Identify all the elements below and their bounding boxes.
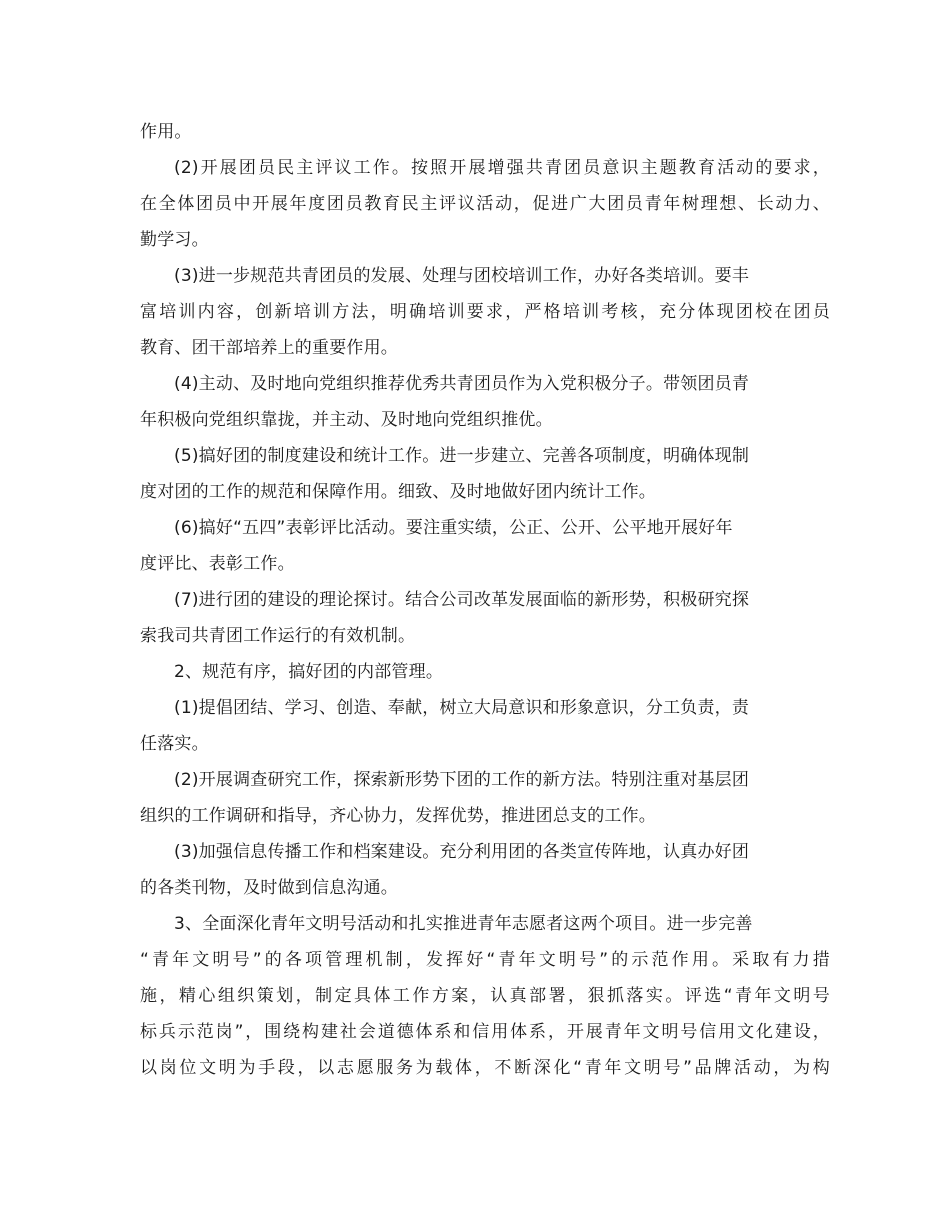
text-line: “青年文明号”的各项管理机制，发挥好“青年文明号”的示范作用。采取有力措 [140, 950, 830, 970]
section-heading: 3、全面深化青年文明号活动和扎实推进青年志愿者这两个项目。进一步完善 [174, 914, 753, 934]
text-line: (6)搞好“五四”表彰评比活动。要注重实绩，公正、公开、公平地开展好年 [174, 518, 733, 538]
text-line: 作用。 [140, 122, 192, 142]
text-line: 标兵示范岗”，围绕构建社会道德体系和信用体系，开展青年文明号信用文化建设， [140, 1022, 830, 1042]
text-line: (1)提倡团结、学习、创造、奉献，树立大局意识和形象意识，分工负责，责 [174, 698, 750, 718]
text-line: 勤学习。 [140, 230, 209, 250]
text-line: 富培训内容，创新培训方法，明确培训要求，严格培训考核，充分体现团校在团员 [140, 302, 830, 322]
text-line: 任落实。 [140, 734, 209, 754]
text-line: 度评比、表彰工作。 [140, 554, 295, 574]
section-heading: 2、规范有序，搞好团的内部管理。 [174, 662, 444, 682]
text-line: 施，精心组织策划，制定具体工作方案，认真部署，狠抓落实。评选“青年文明号 [140, 986, 830, 1006]
text-line: (3)进一步规范共青团员的发展、处理与团校培训工作，办好各类培训。要丰 [174, 266, 750, 286]
text-line: (2)开展调查研究工作，探索新形势下团的工作的新方法。特别注重对基层团 [174, 770, 750, 790]
text-line: (4)主动、及时地向党组织推荐优秀共青团员作为入党积极分子。带领团员青 [174, 374, 750, 394]
document-body [140, 114, 830, 1086]
text-line: 度对团的工作的规范和保障作用。细致、及时地做好团内统计工作。 [140, 482, 656, 502]
text-line: (7)进行团的建设的理论探讨。结合公司改革发展面临的新形势，积极研究探 [174, 590, 750, 610]
text-line: 年积极向党组织靠拢，并主动、及时地向党组织推优。 [140, 410, 553, 430]
text-line: 在全体团员中开展年度团员教育民主评议活动，促进广大团员青年树理想、长动力、 [140, 194, 830, 214]
text-line: 的各类刊物，及时做到信息沟通。 [140, 878, 398, 898]
text-line: 组织的工作调研和指导，齐心协力，发挥优势，推进团总支的工作。 [140, 806, 656, 826]
text-line: (5)搞好团的制度建设和统计工作。进一步建立、完善各项制度，明确体现制 [174, 446, 750, 466]
text-line: (2)开展团员民主评议工作。按照开展增强共青团员意识主题教育活动的要求， [174, 158, 830, 178]
text-line: (3)加强信息传播工作和档案建设。充分利用团的各类宣传阵地，认真办好团 [174, 842, 750, 862]
text-line: 索我司共青团工作运行的有效机制。 [140, 626, 416, 646]
text-line: 教育、团干部培养上的重要作用。 [140, 338, 398, 358]
text-line: 以岗位文明为手段，以志愿服务为载体，不断深化“青年文明号”品牌活动，为构 [140, 1058, 830, 1078]
